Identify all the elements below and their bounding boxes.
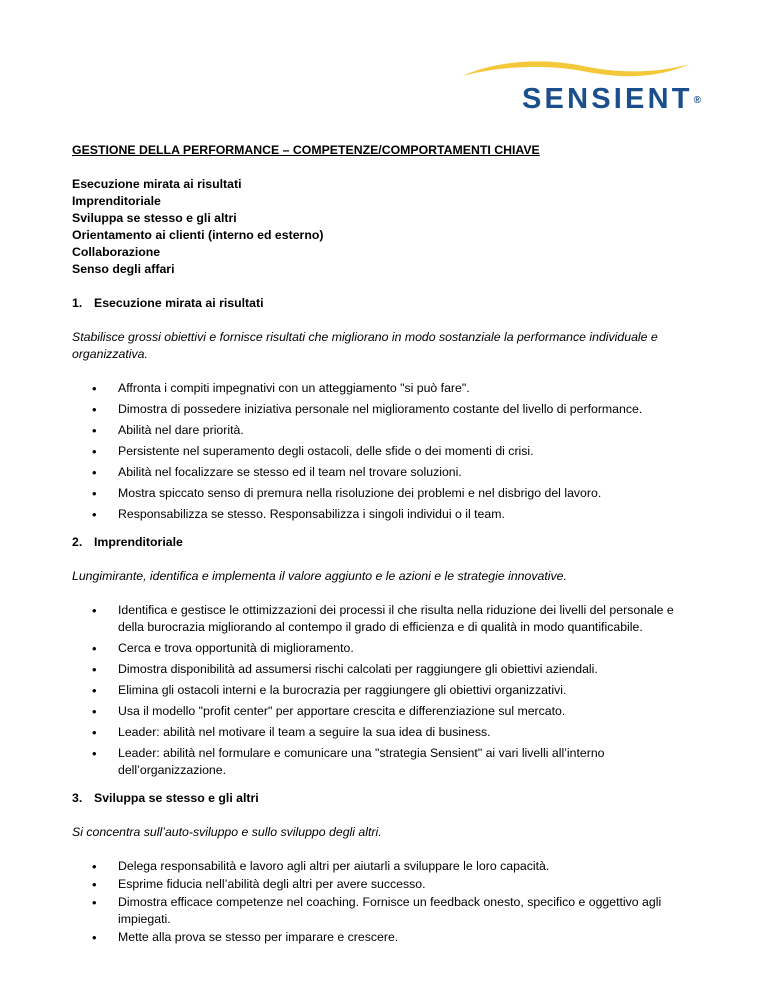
list-item: • Identifica e gestisce le ottimizzazioni dei processi il che risulta nella riduzione dei livelli del personale e della burocrazia migliorando al contempo il grado di efficienza e di qualità in modo quantificabile. bbox=[72, 602, 702, 636]
section-number: 1. bbox=[72, 296, 83, 310]
list-item: • Cerca e trova opportunità di miglioramento. bbox=[72, 640, 702, 657]
summary-item: Collaborazione bbox=[72, 245, 161, 259]
section-title: Sviluppa se stesso e gli altri bbox=[94, 791, 259, 805]
list-item: • Mette alla prova se stesso per imparare e crescere. bbox=[72, 929, 702, 946]
section-2-description: Lungimirante, identifica e implementa il valore aggiunto e le azioni e le strategie innovative. bbox=[72, 569, 567, 583]
list-item: • Persistente nel superamento degli ostacoli, delle sfide o dei momenti di crisi. bbox=[72, 443, 702, 460]
competency-summary-list bbox=[72, 176, 702, 278]
section-3-description: Si concentra sull’auto-sviluppo e sullo sviluppo degli altri. bbox=[72, 825, 382, 839]
section-title: Esecuzione mirata ai risultati bbox=[94, 296, 264, 310]
summary-item: Imprenditoriale bbox=[72, 194, 161, 208]
summary-item: Esecuzione mirata ai risultati bbox=[72, 177, 242, 191]
section-number: 2. bbox=[72, 535, 83, 549]
list-item: • Abilità nel focalizzare se stesso ed il team nel trovare soluzioni. bbox=[72, 464, 702, 481]
section-3-bullets bbox=[72, 858, 702, 946]
summary-item: Sviluppa se stesso e gli altri bbox=[72, 211, 237, 225]
section-2-bullets bbox=[72, 602, 702, 779]
section-3-heading bbox=[72, 790, 702, 807]
list-item: • Mostra spiccato senso di premura nella risoluzione dei problemi e nel disbrigo del lavoro. bbox=[72, 485, 702, 502]
list-item: • Leader: abilità nel motivare il team a seguire la sua idea di business. bbox=[72, 724, 702, 741]
section-2-heading bbox=[72, 534, 702, 551]
list-item: • Delega responsabilità e lavoro agli altri per aiutarli a sviluppare le loro capacità. bbox=[72, 858, 702, 875]
document-title: GESTIONE DELLA PERFORMANCE – COMPETENZE/COMPORTAMENTI CHIAVE bbox=[72, 143, 540, 157]
list-item: • Dimostra disponibilità ad assumersi rischi calcolati per raggiungere gli obiettivi aziendali. bbox=[72, 661, 702, 678]
document-body bbox=[72, 142, 702, 957]
section-1-bullets bbox=[72, 380, 702, 523]
section-title: Imprenditoriale bbox=[94, 535, 183, 549]
logo-swoosh-path bbox=[462, 61, 690, 76]
registered-mark: ® bbox=[693, 95, 702, 106]
list-item: • Dimostra efficace competenze nel coaching. Fornisce un feedback onesto, specifico e oggettivo agli impiegati. bbox=[72, 894, 702, 928]
logo-text: SENSIENT bbox=[522, 83, 693, 115]
list-item: • Usa il modello "profit center" per apportare crescita e differenziazione sul mercato. bbox=[72, 703, 702, 720]
list-item: • Elimina gli ostacoli interni e la burocrazia per raggiungere gli obiettivi organizzativi. bbox=[72, 682, 702, 699]
section-number: 3. bbox=[72, 791, 83, 805]
sensient-logo bbox=[458, 58, 702, 118]
list-item: • Affronta i compiti impegnativi con un atteggiamento "si può fare". bbox=[72, 380, 702, 397]
summary-item: Orientamento ai clienti (interno ed esterno) bbox=[72, 228, 324, 242]
list-item: • Responsabilizza se stesso. Responsabilizza i singoli individui o il team. bbox=[72, 506, 702, 523]
list-item: • Abilità nel dare priorità. bbox=[72, 422, 702, 439]
logo-wordmark bbox=[522, 84, 701, 114]
section-1-description: Stabilisce grossi obiettivi e fornisce risultati che migliorano in modo sostanziale la performance individuale e organizzativa. bbox=[72, 330, 658, 361]
list-item: • Dimostra di possedere iniziativa personale nel miglioramento costante del livello di performance. bbox=[72, 401, 702, 418]
list-item: • Esprime fiducia nell’abilità degli altri per avere successo. bbox=[72, 876, 702, 893]
list-item: • Leader: abilità nel formulare e comunicare una "strategia Sensient" ai vari livelli all’interno dell’organizzazione. bbox=[72, 745, 702, 779]
section-1-heading bbox=[72, 295, 702, 312]
summary-item: Senso degli affari bbox=[72, 262, 175, 276]
